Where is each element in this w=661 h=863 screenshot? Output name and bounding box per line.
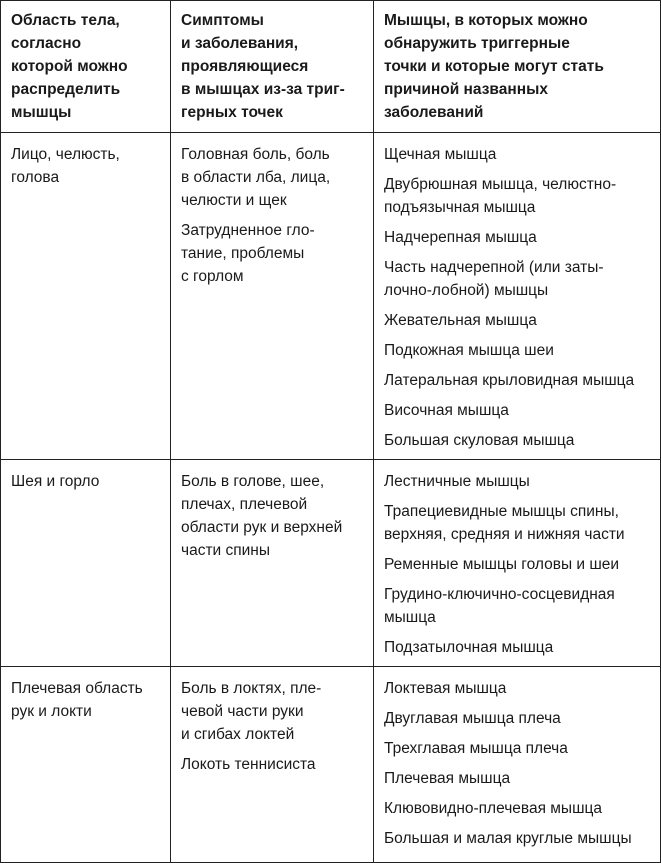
area-line: Шея и горло bbox=[11, 473, 100, 490]
symptom-line: области рук и верхней bbox=[181, 519, 343, 536]
muscle-item bbox=[384, 500, 654, 546]
muscle-item bbox=[384, 797, 654, 820]
symptoms-cell bbox=[171, 667, 374, 863]
symptoms-cell bbox=[171, 133, 374, 460]
muscle-line: Жевательная мышца bbox=[384, 312, 537, 329]
symptom-line: Затрудненное гло- bbox=[181, 222, 315, 239]
muscle-item bbox=[384, 737, 654, 760]
header-line: обнаружить триггерные bbox=[384, 35, 570, 52]
header-symptoms bbox=[171, 1, 374, 133]
muscles-cell bbox=[374, 667, 661, 863]
muscle-item bbox=[384, 339, 654, 362]
header-line: проявляющиеся bbox=[181, 58, 309, 75]
muscle-item bbox=[384, 470, 654, 493]
area-cell bbox=[1, 667, 171, 863]
area-line: Плечевая область bbox=[11, 680, 143, 697]
header-row bbox=[1, 1, 661, 133]
muscle-line: Ременные мышцы головы и шеи bbox=[384, 556, 620, 573]
muscle-item bbox=[384, 677, 654, 700]
header-line: Симптомы bbox=[181, 12, 264, 29]
muscle-item bbox=[384, 429, 654, 452]
symptom-line: Головная боль, боль bbox=[181, 146, 330, 163]
table-row bbox=[1, 133, 661, 460]
symptom-line: с горлом bbox=[181, 268, 244, 285]
muscle-line: Подкожная мышца шеи bbox=[384, 342, 554, 359]
symptom-line: челюсти и щек bbox=[181, 192, 287, 209]
muscle-line: лочно-лобной) мышцы bbox=[384, 282, 549, 299]
header-line: мышцы bbox=[11, 104, 72, 121]
symptom-item bbox=[181, 219, 367, 288]
header-line: и заболевания, bbox=[181, 35, 299, 52]
muscle-line: Трехглавая мышца плеча bbox=[384, 740, 568, 757]
muscles-cell bbox=[374, 133, 661, 460]
table-row bbox=[1, 667, 661, 863]
muscle-item bbox=[384, 707, 654, 730]
symptom-line: Боль в голове, шее, bbox=[181, 473, 325, 490]
header-line: герных точек bbox=[181, 104, 283, 121]
symptom-line: Локоть теннисиста bbox=[181, 756, 316, 773]
header-line: согласно bbox=[11, 35, 82, 52]
muscles-cell bbox=[374, 460, 661, 667]
symptoms-cell bbox=[171, 460, 374, 667]
area-cell bbox=[1, 460, 171, 667]
muscle-item bbox=[384, 256, 654, 302]
muscle-line: Часть надчерепной (или заты- bbox=[384, 259, 604, 276]
muscle-line: Большая и малая круглые мышцы bbox=[384, 830, 632, 847]
muscle-item bbox=[384, 399, 654, 422]
muscle-item bbox=[384, 583, 654, 629]
area-cell bbox=[1, 133, 171, 460]
muscle-line: Двубрюшная мышца, челюстно- bbox=[384, 176, 617, 193]
header-line: точки и которые могут стать bbox=[384, 58, 604, 75]
muscle-item bbox=[384, 143, 654, 166]
header-line: которой можно bbox=[11, 58, 128, 75]
muscle-line: Латеральная крыловидная мышца bbox=[384, 372, 635, 389]
muscle-line: Щечная мышца bbox=[384, 146, 497, 163]
muscle-line: Плечевая мышца bbox=[384, 770, 511, 787]
muscle-item bbox=[384, 767, 654, 790]
symptom-item bbox=[181, 677, 367, 746]
area-line: голова bbox=[11, 169, 60, 186]
symptom-line: части спины bbox=[181, 542, 271, 559]
header-line: распределить bbox=[11, 81, 121, 98]
symptom-line: тание, проблемы bbox=[181, 245, 305, 262]
symptom-line: плечах, плечевой bbox=[181, 496, 308, 513]
header-muscles bbox=[374, 1, 661, 133]
muscle-line: подъязычная мышца bbox=[384, 199, 536, 216]
muscle-line: верхняя, средняя и нижняя части bbox=[384, 526, 625, 543]
header-line: в мышцах из-за триг- bbox=[181, 81, 345, 98]
muscle-line: Лестничные мышцы bbox=[384, 473, 530, 490]
muscle-line: Трапециевидные мышцы спины, bbox=[384, 503, 619, 520]
muscle-line: Двуглавая мышца плеча bbox=[384, 710, 561, 727]
muscle-item bbox=[384, 226, 654, 249]
muscle-item bbox=[384, 173, 654, 219]
muscle-line: Грудино-ключично-сосцевидная bbox=[384, 586, 615, 603]
symptom-line: Боль в локтях, пле- bbox=[181, 680, 322, 697]
symptom-line: чевой части руки bbox=[181, 703, 304, 720]
muscle-line: Надчерепная мышца bbox=[384, 229, 537, 246]
muscle-item bbox=[384, 636, 654, 659]
symptom-item bbox=[181, 470, 367, 562]
symptom-item bbox=[181, 143, 367, 212]
muscle-item bbox=[384, 827, 654, 850]
muscle-line: Подзатылочная мышца bbox=[384, 639, 554, 656]
muscle-item bbox=[384, 369, 654, 392]
muscle-line: Височная мышца bbox=[384, 402, 509, 419]
muscle-item bbox=[384, 553, 654, 576]
area-line: рук и локти bbox=[11, 703, 92, 720]
muscle-line: Локтевая мышца bbox=[384, 680, 507, 697]
muscle-line: мышца bbox=[384, 609, 436, 626]
area-line: Лицо, челюсть, bbox=[11, 146, 120, 163]
muscle-line: Большая скуловая мышца bbox=[384, 432, 575, 449]
table-row bbox=[1, 460, 661, 667]
header-line: Мышцы, в которых можно bbox=[384, 12, 588, 29]
muscle-line: Клювовидно-плечевая мышца bbox=[384, 800, 603, 817]
symptom-line: в области лба, лица, bbox=[181, 169, 331, 186]
symptom-item bbox=[181, 753, 367, 776]
symptom-line: и сгибах локтей bbox=[181, 726, 295, 743]
header-line: Область тела, bbox=[11, 12, 120, 29]
muscle-item bbox=[384, 309, 654, 332]
header-line: причиной названных bbox=[384, 81, 548, 98]
header-line: заболеваний bbox=[384, 104, 484, 121]
header-body-area bbox=[1, 1, 171, 133]
